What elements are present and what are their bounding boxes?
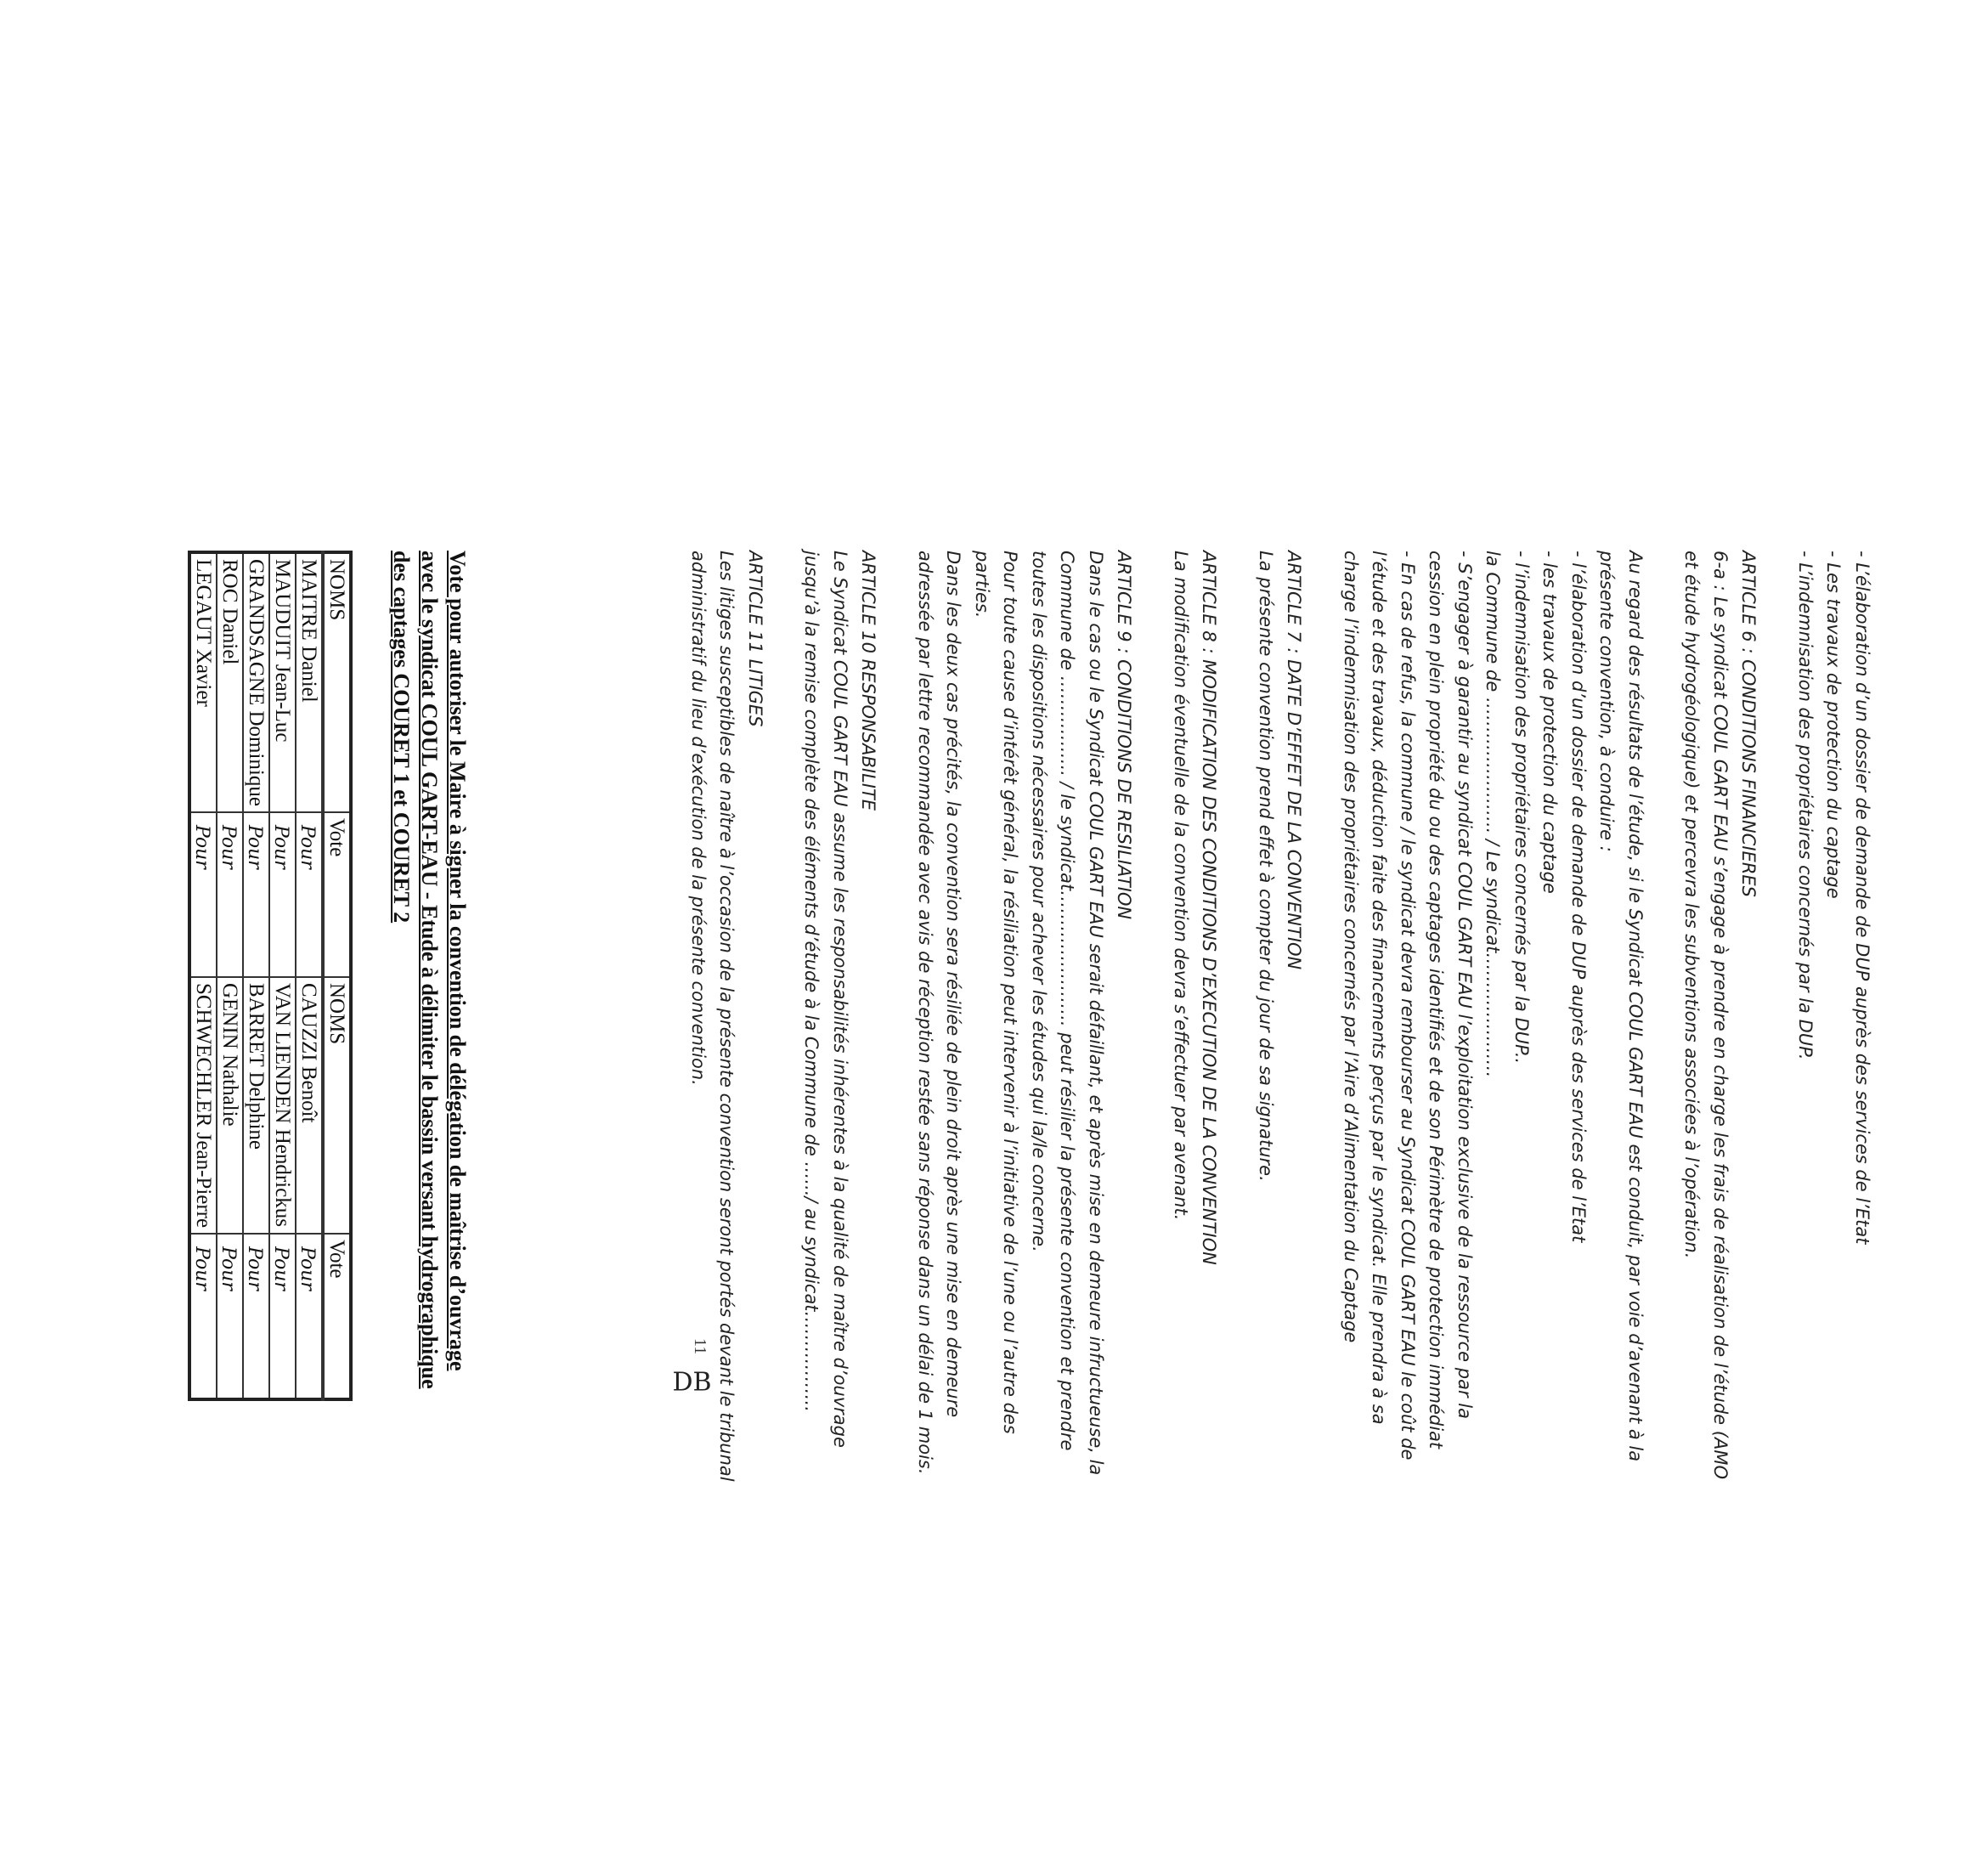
table-row xyxy=(189,552,217,1399)
vote-title xyxy=(387,551,472,1783)
text-line: - l’élaboration d’un dossier de demande de DUP auprès des services de l’Etat xyxy=(1568,551,1589,1243)
text-line: présente convention, à conduire : xyxy=(1596,551,1618,852)
vote-title-line: avec le syndicat COUL GART-EAU - Etude à délimiter le bassin versant hydrographique xyxy=(417,551,442,1389)
member-name: MAITRE Daniel xyxy=(296,552,323,812)
handwritten-vote: Pour xyxy=(296,1234,323,1399)
handwritten-vote: Pour xyxy=(217,1234,243,1399)
vote-table-header xyxy=(323,552,351,1399)
text-line: et étude hydrogéologique) et percevra les subventions associées à l’opération. xyxy=(1681,551,1703,1259)
text-line: cession en plein propriété du ou des captages identifiés et de son Périmètre de protection immédiat xyxy=(1426,551,1447,1449)
text-line: - L’élaboration d’un dossier de demande de DUP auprès des services de l’Etat xyxy=(1852,551,1872,1245)
handwritten-vote: Pour xyxy=(217,812,243,977)
member-name: VAN LIENDEN Hendrickus xyxy=(269,977,296,1234)
handwritten-initials: DB xyxy=(672,1367,712,1398)
handwritten-vote: Pour xyxy=(269,1234,296,1399)
article-7-title: ARTICLE 7 : DATE D’EFFET DE LA CONVENTION xyxy=(1284,551,1305,970)
article-6-title: ARTICLE 6 : CONDITIONS FINANCIERES xyxy=(1738,551,1759,897)
header-vote: Vote xyxy=(323,1234,351,1399)
convention-body xyxy=(684,551,1877,1859)
text-line: toutes les dispositions nécessaires pour achever les études qui la/le concerne. xyxy=(1029,551,1049,1252)
member-name: ROC Daniel xyxy=(217,552,243,812)
text-line: La modification éventuelle de la convention devra s’effectuer par avenant. xyxy=(1171,551,1191,1221)
handwritten-vote: Pour xyxy=(243,812,269,977)
text-line: Pour toute cause d’intérêt général, la résiliation peut intervenir à l’initiative de l’une ou l’autre des xyxy=(1000,551,1021,1434)
table-row xyxy=(269,552,296,1399)
article-10-title: ARTICLE 10 RESPONSABILITE xyxy=(858,551,879,811)
member-name: CAUZZI Benoît xyxy=(296,977,323,1234)
text-line: l’étude et des travaux, déduction faite des financements perçus par le syndicat. Elle prendra à sa xyxy=(1369,551,1390,1425)
handwritten-vote: Pour xyxy=(269,812,296,977)
text-line: adressée par lettre recommandée avec avis de réception restée sans réponse dans un délai de 1 mois. xyxy=(915,551,935,1475)
member-name: BARRET Delphine xyxy=(243,977,269,1234)
member-name: GRANDSAGNE Dominique xyxy=(243,552,269,812)
handwritten-vote: Pour xyxy=(296,812,323,977)
article-11-title: ARTICLE 11 LITIGES xyxy=(745,551,765,727)
header-vote: Vote xyxy=(323,812,351,977)
text-line: Au regard des résultats de l’étude, si le Syndicat COUL GART EAU est conduit, par voie d’avenant à la xyxy=(1625,551,1646,1462)
handwritten-vote: Pour xyxy=(189,812,217,977)
header-noms: NOMS xyxy=(323,977,351,1234)
member-name: GENIN Nathalie xyxy=(217,977,243,1234)
text-line: - En cas de refus, la commune / le syndicat devra rembourser au Syndicat COUL GART EAU le coût de xyxy=(1398,551,1418,1461)
table-row xyxy=(243,552,269,1399)
text-line: Commune de …………….. / le syndicat………………….. peut résilier la présente convention et prendre xyxy=(1057,551,1078,1451)
handwritten-vote: Pour xyxy=(189,1234,217,1399)
text-line: 6-a : Le syndicat COUL GART EAU s’engage à prendre en charge les frais de réalisation de l’étude (AMO xyxy=(1710,551,1731,1479)
table-row xyxy=(217,552,243,1399)
text-line: jusqu’à la remise complète des éléments d’étude à la Commune de ….../ au syndicat…………….. xyxy=(801,551,822,1412)
text-line: La présente convention prend effet à compter du jour de sa signature. xyxy=(1256,551,1276,1182)
text-line: - l’indemnisation des propriétaires concernés par la DUP.. xyxy=(1511,551,1532,1065)
handwritten-vote: Pour xyxy=(243,1234,269,1399)
member-name: MAUDUIT Jean-Luc xyxy=(269,552,296,812)
text-line: charge l’indemnisation des propriétaires concernés par l’Aire d’Alimentation du Captage xyxy=(1341,551,1361,1343)
vote-table xyxy=(188,551,353,1401)
text-line: - Les travaux de protection du captage xyxy=(1823,551,1844,899)
vote-title-line: des captages COURET 1 et COURET 2 xyxy=(389,551,414,924)
text-line: Les litiges susceptibles de naître à l’occasion de la présente convention seront portés devant le tribunal xyxy=(716,551,737,1482)
header-noms: NOMS xyxy=(323,552,351,812)
text-line: Dans les deux cas précités, la convention sera résiliée de plein droit après une mise en demeure xyxy=(943,551,964,1418)
member-name: SCHWECHLER Jean-Pierre xyxy=(189,977,217,1234)
text-line: la Commune de ………………….. / Le syndicat………………… xyxy=(1483,551,1504,1078)
text-line: - les travaux de protection du captage xyxy=(1539,551,1561,894)
text-line: parties. xyxy=(972,551,992,619)
text-line: Le Syndicat COUL GART EAU assume les responsabilités inhérentes à la qualité de maître d’ouvrage xyxy=(830,551,850,1448)
page-number: 11 xyxy=(691,1338,709,1355)
article-9-title: ARTICLE 9 : CONDITIONS DE RESILIATION xyxy=(1114,551,1135,920)
text-line: administratif du lieu d’exécution de la présente convention. xyxy=(688,551,709,1086)
vote-title-line: Vote pour autoriser le Maire à signer la convention de délégation de maîtrise d’ouvrage xyxy=(445,551,470,1371)
text-line: - L’indemnisation des propriétaires concernés par la DUP. xyxy=(1795,551,1816,1060)
article-8-title: ARTICLE 8 : MODIFICATION DES CONDITIONS D’EXECUTION DE LA CONVENTION xyxy=(1199,551,1220,1265)
member-name: LEGAUT Xavier xyxy=(189,552,217,812)
text-line: Dans le cas ou le Syndicat COUL GART EAU serait défaillant, et après mise en demeure infructueuse, la xyxy=(1086,551,1106,1476)
text-line: - S’engager à garantir au syndicat COUL GART EAU l’exploitation exclusive de la ressource par la xyxy=(1454,551,1475,1419)
table-row xyxy=(296,552,323,1399)
